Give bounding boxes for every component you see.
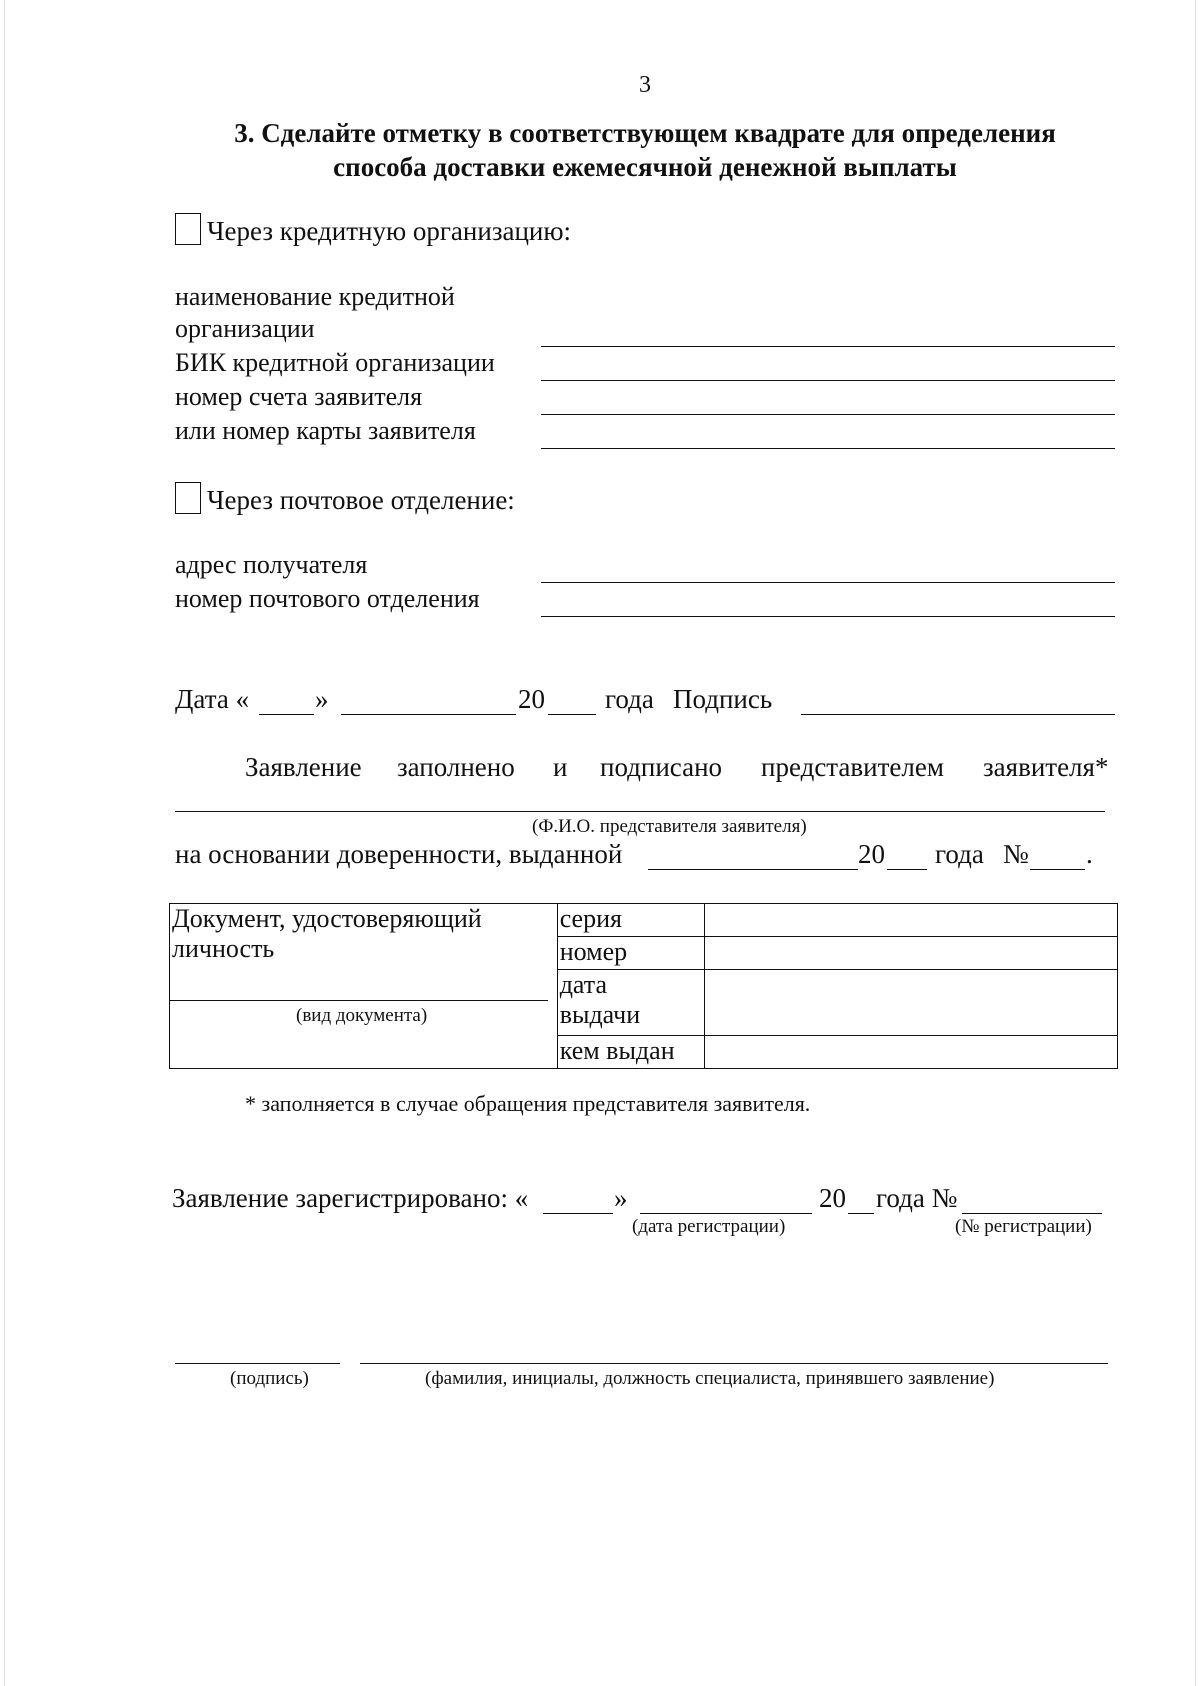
document-type-cell xyxy=(170,904,558,1069)
number-label: номер xyxy=(557,937,704,970)
specialist-signature-caption: (подпись) xyxy=(230,1368,309,1389)
card-number-label: или номер карты заявителя xyxy=(175,416,476,445)
date-year-word: года xyxy=(605,684,654,714)
registration-month-line[interactable] xyxy=(640,1213,812,1214)
power-of-attorney-year-line[interactable] xyxy=(887,869,927,870)
post-office-option-label: Через почтовое отделение: xyxy=(207,485,515,515)
document-type-caption: (вид документа) xyxy=(296,1005,428,1026)
specialist-name-caption: (фамилия, инициалы, должность специалиста, принявшего заявление) xyxy=(425,1368,995,1389)
credit-name-input-line[interactable] xyxy=(541,346,1115,347)
footnote: * заполняется в случае обращения представителя заявителя. xyxy=(245,1091,811,1116)
account-number-label: номер счета заявителя xyxy=(175,382,423,411)
section-title-line-2: способа доставки ежемесячной денежной выплаты xyxy=(333,152,957,182)
date-label: Дата « xyxy=(175,684,250,714)
table-row xyxy=(170,904,1118,937)
date-year-line[interactable] xyxy=(548,714,596,715)
document-type-label-line-2: личность xyxy=(172,934,275,963)
credit-bik-input-line[interactable] xyxy=(541,380,1115,381)
power-of-attorney-date-line[interactable] xyxy=(648,869,858,870)
issue-date-label-cell xyxy=(557,970,704,1036)
signature-label: Подпись xyxy=(673,684,773,714)
page-number: 3 xyxy=(639,72,651,98)
date-year-prefix: 20 xyxy=(518,684,545,714)
date-close-quote: » xyxy=(315,684,329,714)
issued-by-label: кем выдан xyxy=(557,1036,704,1069)
date-month-line[interactable] xyxy=(341,714,516,715)
representative-word-3: и xyxy=(553,752,568,782)
power-of-attorney-number-line[interactable] xyxy=(1030,869,1085,870)
number-value-cell[interactable] xyxy=(704,937,1117,970)
date-day-line[interactable] xyxy=(259,714,314,715)
credit-organization-option-label: Через кредитную организацию: xyxy=(207,216,572,246)
identity-document-table xyxy=(169,903,1118,1069)
post-office-checkbox[interactable] xyxy=(175,482,201,514)
document-type-label-line-1: Документ, удостоверяющий xyxy=(172,904,482,933)
registration-year-prefix: 20 xyxy=(819,1183,846,1213)
representative-word-2: заполнено xyxy=(397,752,515,782)
representative-word-1: Заявление xyxy=(245,752,362,782)
registration-date-caption: (дата регистрации) xyxy=(632,1216,786,1237)
representative-word-5: представителем xyxy=(761,752,944,782)
registration-number-line[interactable] xyxy=(962,1213,1102,1214)
card-number-input-line[interactable] xyxy=(541,448,1115,449)
post-office-number-input-line[interactable] xyxy=(541,616,1115,617)
series-value-cell[interactable] xyxy=(704,904,1117,937)
series-label: серия xyxy=(557,904,704,937)
issue-date-label-line-2: выдачи xyxy=(559,1000,641,1029)
representative-word-4: подписано xyxy=(600,752,723,782)
recipient-address-label: адрес получателя xyxy=(175,550,368,579)
registration-year-word: года № xyxy=(876,1183,958,1213)
issue-date-label-line-1: дата xyxy=(559,970,608,999)
representative-fio-caption: (Ф.И.О. представителя заявителя) xyxy=(532,816,807,837)
page-left-edge xyxy=(4,0,5,1686)
registration-number-caption: (№ регистрации) xyxy=(955,1216,1092,1237)
power-of-attorney-number-sign: № xyxy=(1003,839,1029,869)
issue-date-value-cell[interactable] xyxy=(704,970,1117,1036)
specialist-name-line[interactable] xyxy=(360,1363,1108,1364)
representative-word-6: заявителя* xyxy=(983,752,1109,782)
registration-close-quote: » xyxy=(614,1183,628,1213)
document-type-input-line[interactable] xyxy=(170,1000,548,1001)
representative-fio-line[interactable] xyxy=(175,811,1105,812)
section-title-line-1: 3. Сделайте отметку в соответствующем квадрате для определения xyxy=(234,118,1056,148)
registration-day-line[interactable] xyxy=(543,1213,613,1214)
power-of-attorney-year-word: года xyxy=(935,839,984,869)
credit-name-label-line-2: организации xyxy=(175,314,315,343)
power-of-attorney-end-dot: . xyxy=(1086,839,1093,869)
page-right-edge xyxy=(1195,0,1196,1686)
specialist-signature-line[interactable] xyxy=(175,1363,340,1364)
power-of-attorney-label: на основании доверенности, выданной xyxy=(175,839,623,869)
post-office-number-label: номер почтового отделения xyxy=(175,584,480,613)
registration-year-line[interactable] xyxy=(848,1213,874,1214)
account-number-input-line[interactable] xyxy=(541,414,1115,415)
recipient-address-input-line[interactable] xyxy=(541,582,1115,583)
issued-by-value-cell[interactable] xyxy=(704,1036,1117,1069)
credit-bik-label: БИК кредитной организации xyxy=(175,348,495,377)
registration-label: Заявление зарегистрировано: « xyxy=(172,1183,529,1213)
signature-line[interactable] xyxy=(801,714,1115,715)
credit-organization-checkbox[interactable] xyxy=(175,213,201,245)
power-of-attorney-year-prefix: 20 xyxy=(858,839,885,869)
credit-name-label-line-1: наименование кредитной xyxy=(175,282,455,311)
